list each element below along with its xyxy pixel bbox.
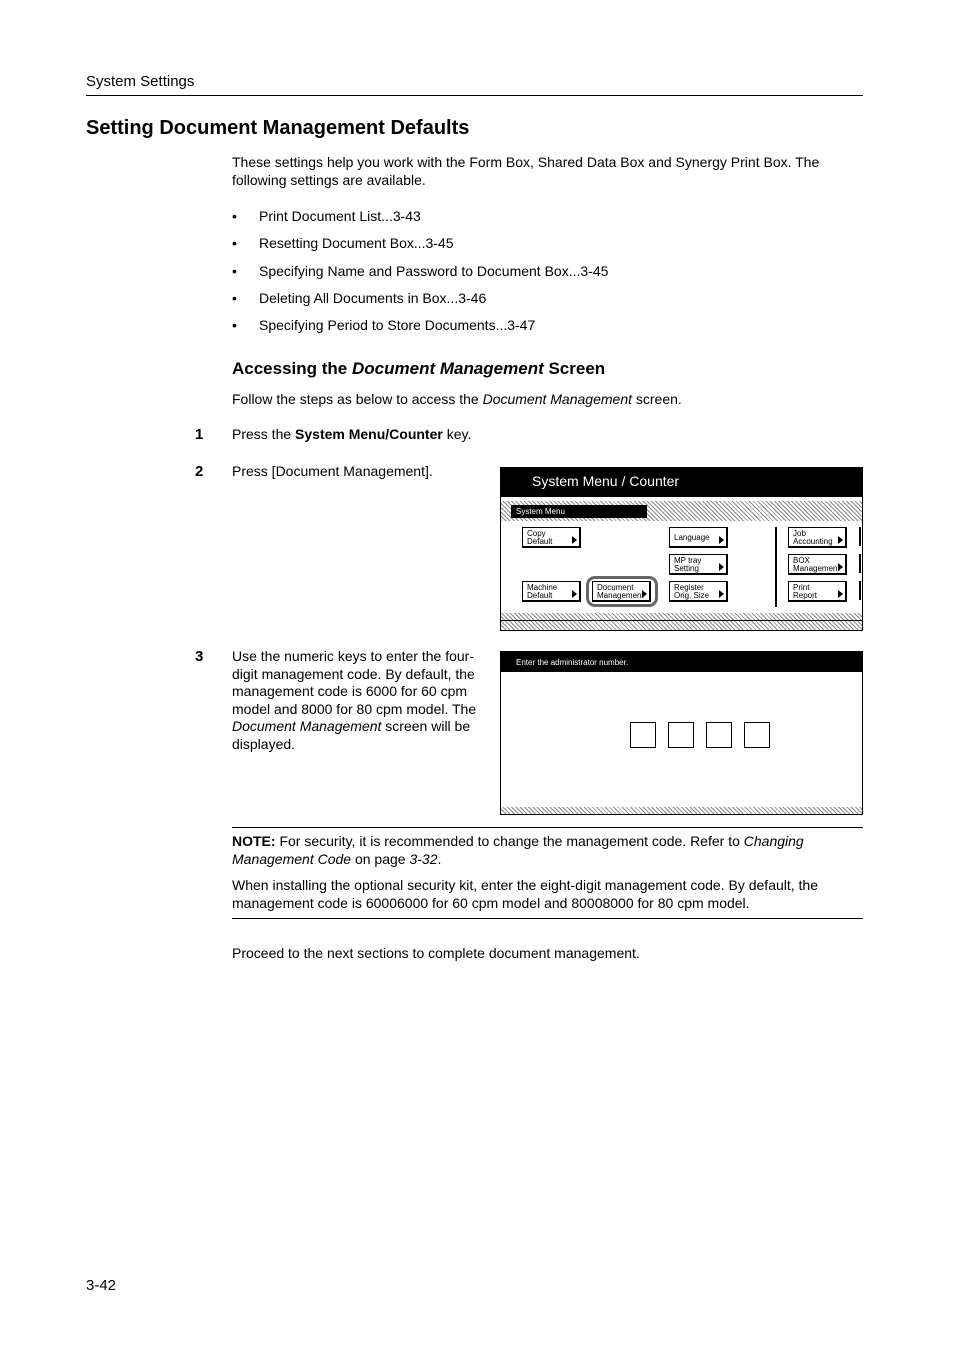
arrow-right-icon — [838, 590, 843, 598]
step-text: Press [Document Management]. — [232, 463, 433, 479]
admin-number-screen — [500, 651, 863, 815]
list-item: • Specifying Name and Password to Document Box...3-45 — [232, 262, 609, 279]
copy-default-button[interactable]: Copy Default — [522, 527, 581, 548]
arrow-right-icon — [572, 536, 577, 544]
machine-default-button[interactable]: Machine Default — [522, 581, 581, 602]
digit-input[interactable] — [706, 722, 732, 748]
arrow-right-icon — [719, 590, 724, 598]
divider — [859, 581, 861, 600]
list-item: • Specifying Period to Store Documents...3-47 — [232, 317, 536, 334]
header-rule — [86, 95, 863, 96]
subsection-title: Accessing the Document Management Screen — [232, 359, 606, 378]
note-rule-bottom — [232, 918, 863, 919]
screen-title-bar: Enter the administrator number. — [501, 652, 862, 672]
follow-paragraph: Follow the steps as below to access the Document Management screen. — [232, 391, 682, 407]
digit-input[interactable] — [744, 722, 770, 748]
page-number: 3-42 — [86, 1277, 117, 1294]
screen-title-bar: System Menu / Counter — [501, 468, 862, 497]
divider — [859, 554, 861, 573]
intro-paragraph: These settings help you work with the Form Box, Shared Data Box and Synergy Print Box. The following settings are available. — [232, 154, 820, 188]
arrow-right-icon — [719, 563, 724, 571]
section-title: Setting Document Management Defaults — [86, 117, 470, 139]
list-item: • Resetting Document Box...3-45 — [232, 235, 454, 252]
note-rule-top — [232, 827, 863, 828]
running-header: System Settings — [86, 73, 195, 90]
divider — [775, 527, 777, 607]
system-menu-label: System Menu — [511, 505, 647, 518]
print-report-button[interactable]: Print Report — [788, 581, 847, 602]
arrow-right-icon — [572, 590, 577, 598]
mp-tray-setting-button[interactable]: MP tray Setting — [669, 554, 728, 575]
settings-list — [232, 208, 608, 344]
box-management-button[interactable]: BOX Management — [788, 554, 847, 575]
step-number: 3 — [195, 648, 204, 665]
divider — [859, 527, 861, 546]
arrow-right-icon — [719, 536, 724, 544]
register-orig-size-button[interactable]: Register Orig. Size — [669, 581, 728, 602]
step-text: Use the numeric keys to enter the four-digit management code. By default, the management code is 6000 for 60 cpm model and 8000 for 80 cpm model. The Document Management screen will be displayed. — [232, 648, 477, 752]
note-paragraph: NOTE: For security, it is recommended to change the management code. Refer to Changing Management Code on page 3-32. — [232, 833, 804, 867]
arrow-right-icon — [642, 590, 647, 598]
arrow-right-icon — [838, 563, 843, 571]
list-item: • Deleting All Documents in Box...3-46 — [232, 289, 487, 306]
document-management-button[interactable]: Document Management — [592, 581, 651, 602]
system-menu-screen — [500, 467, 863, 631]
screen-footer — [501, 613, 862, 630]
digit-input[interactable] — [668, 722, 694, 748]
screen-footer — [501, 807, 862, 814]
job-accounting-button[interactable]: Job Accounting — [788, 527, 847, 548]
arrow-right-icon — [838, 536, 843, 544]
step-number: 1 — [195, 426, 204, 443]
digit-input[interactable] — [630, 722, 656, 748]
list-item: • Print Document List...3-43 — [232, 208, 421, 224]
proceed-paragraph: Proceed to the next sections to complete document management. — [232, 945, 640, 961]
language-button[interactable]: Language — [669, 527, 728, 548]
step-number: 2 — [195, 463, 204, 480]
note-paragraph-2: When installing the optional security kit, enter the eight-digit management code. By default, the management code is 60006000 for 60 cpm model and 80008000 for 80 cpm model. — [232, 877, 819, 911]
step-text: Press the System Menu/Counter key. — [232, 426, 472, 442]
